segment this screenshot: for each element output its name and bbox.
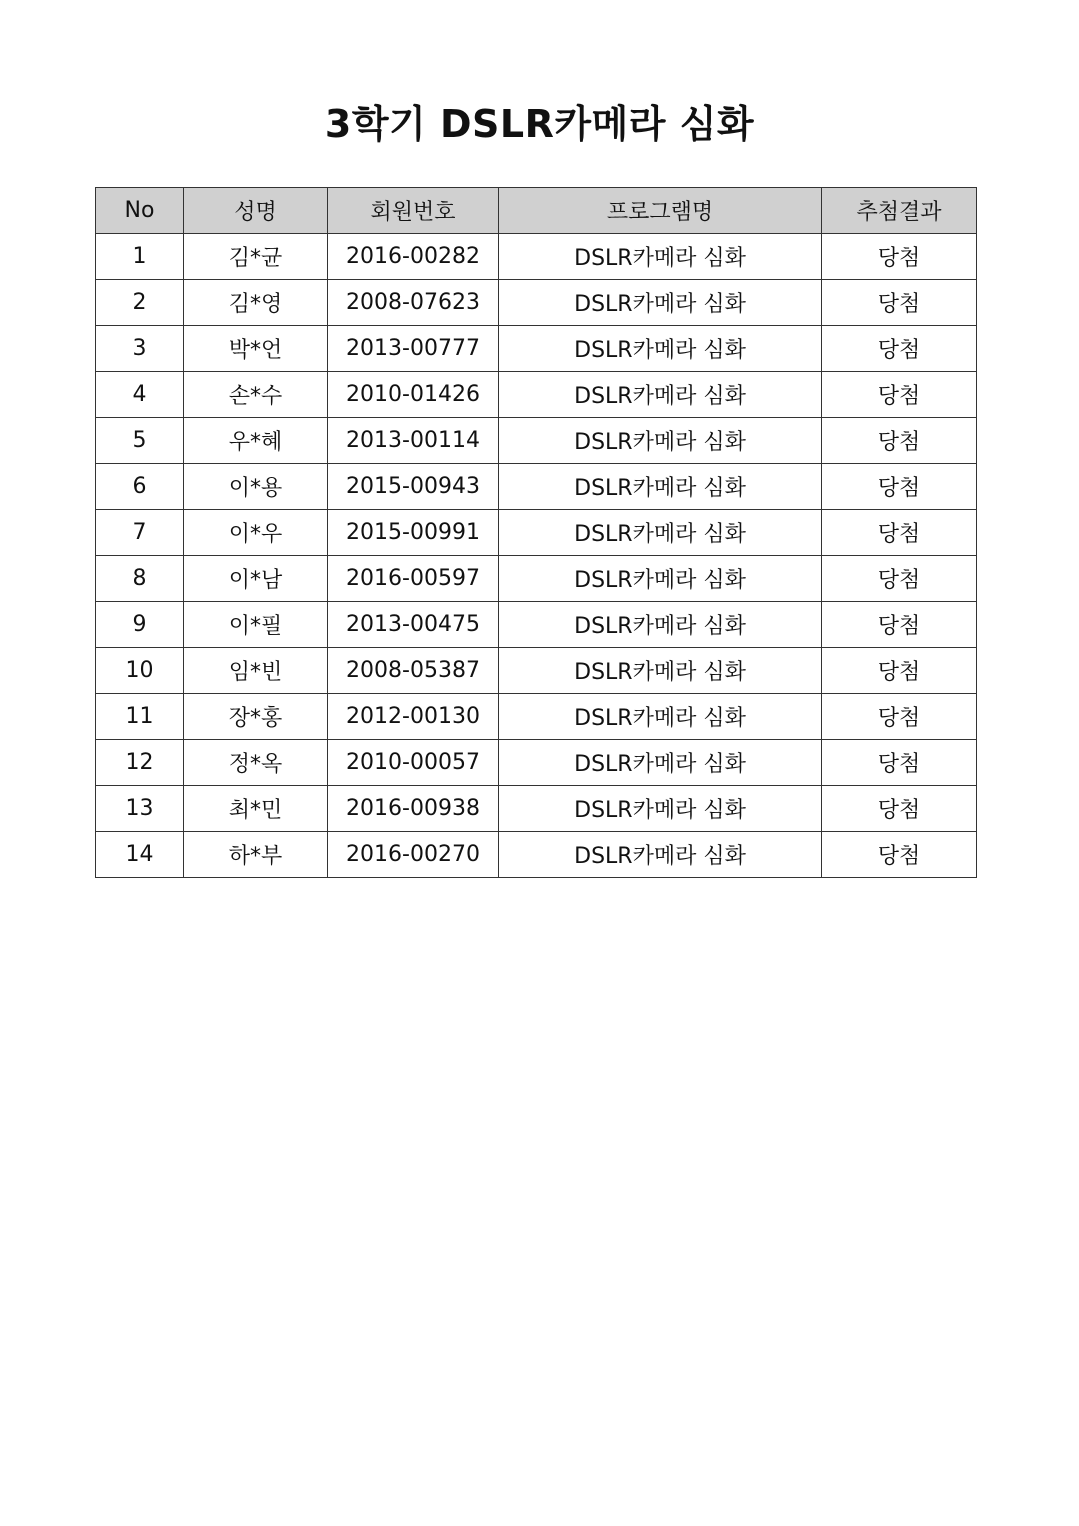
cell-name: 장*홍 bbox=[184, 694, 328, 740]
cell-program: DSLR카메라 심화 bbox=[499, 418, 822, 464]
cell-program: DSLR카메라 심화 bbox=[499, 326, 822, 372]
cell-member-id: 2010-00057 bbox=[328, 740, 499, 786]
cell-program: DSLR카메라 심화 bbox=[499, 602, 822, 648]
cell-result: 당첨 bbox=[822, 372, 977, 418]
cell-no: 9 bbox=[96, 602, 184, 648]
cell-member-id: 2013-00475 bbox=[328, 602, 499, 648]
cell-member-id: 2013-00114 bbox=[328, 418, 499, 464]
cell-member-id: 2012-00130 bbox=[328, 694, 499, 740]
cell-member-id: 2013-00777 bbox=[328, 326, 499, 372]
cell-result: 당첨 bbox=[822, 648, 977, 694]
table-row bbox=[96, 510, 977, 556]
cell-name: 김*균 bbox=[184, 234, 328, 280]
table-row bbox=[96, 602, 977, 648]
cell-result: 당첨 bbox=[822, 786, 977, 832]
cell-result: 당첨 bbox=[822, 832, 977, 878]
table-row bbox=[96, 648, 977, 694]
table-row bbox=[96, 372, 977, 418]
cell-no: 12 bbox=[96, 740, 184, 786]
cell-no: 6 bbox=[96, 464, 184, 510]
cell-result: 당첨 bbox=[822, 280, 977, 326]
cell-member-id: 2016-00597 bbox=[328, 556, 499, 602]
header-name: 성명 bbox=[184, 188, 328, 234]
cell-member-id: 2015-00991 bbox=[328, 510, 499, 556]
cell-name: 하*부 bbox=[184, 832, 328, 878]
cell-result: 당첨 bbox=[822, 602, 977, 648]
cell-name: 임*빈 bbox=[184, 648, 328, 694]
cell-no: 13 bbox=[96, 786, 184, 832]
cell-name: 정*옥 bbox=[184, 740, 328, 786]
cell-member-id: 2016-00282 bbox=[328, 234, 499, 280]
cell-result: 당첨 bbox=[822, 556, 977, 602]
header-member-id: 회원번호 bbox=[328, 188, 499, 234]
cell-result: 당첨 bbox=[822, 694, 977, 740]
cell-result: 당첨 bbox=[822, 464, 977, 510]
table-row bbox=[96, 556, 977, 602]
cell-no: 1 bbox=[96, 234, 184, 280]
cell-program: DSLR카메라 심화 bbox=[499, 694, 822, 740]
cell-name: 우*혜 bbox=[184, 418, 328, 464]
cell-name: 이*남 bbox=[184, 556, 328, 602]
cell-program: DSLR카메라 심화 bbox=[499, 832, 822, 878]
cell-result: 당첨 bbox=[822, 326, 977, 372]
cell-no: 8 bbox=[96, 556, 184, 602]
cell-no: 3 bbox=[96, 326, 184, 372]
table-row bbox=[96, 740, 977, 786]
cell-no: 2 bbox=[96, 280, 184, 326]
cell-name: 최*민 bbox=[184, 786, 328, 832]
cell-member-id: 2008-05387 bbox=[328, 648, 499, 694]
cell-program: DSLR카메라 심화 bbox=[499, 786, 822, 832]
cell-program: DSLR카메라 심화 bbox=[499, 372, 822, 418]
cell-no: 4 bbox=[96, 372, 184, 418]
cell-result: 당첨 bbox=[822, 234, 977, 280]
cell-no: 14 bbox=[96, 832, 184, 878]
header-result: 추첨결과 bbox=[822, 188, 977, 234]
table-row bbox=[96, 694, 977, 740]
table-row bbox=[96, 418, 977, 464]
cell-program: DSLR카메라 심화 bbox=[499, 648, 822, 694]
cell-member-id: 2010-01426 bbox=[328, 372, 499, 418]
cell-member-id: 2016-00938 bbox=[328, 786, 499, 832]
cell-program: DSLR카메라 심화 bbox=[499, 740, 822, 786]
cell-program: DSLR카메라 심화 bbox=[499, 510, 822, 556]
cell-program: DSLR카메라 심화 bbox=[499, 280, 822, 326]
lottery-result-table bbox=[95, 187, 977, 878]
cell-name: 손*수 bbox=[184, 372, 328, 418]
cell-name: 이*필 bbox=[184, 602, 328, 648]
document-title: 3학기 DSLR카메라 심화 bbox=[324, 102, 755, 146]
cell-no: 7 bbox=[96, 510, 184, 556]
cell-member-id: 2016-00270 bbox=[328, 832, 499, 878]
table-row bbox=[96, 464, 977, 510]
table-row bbox=[96, 280, 977, 326]
table-row bbox=[96, 786, 977, 832]
cell-program: DSLR카메라 심화 bbox=[499, 234, 822, 280]
table-row bbox=[96, 234, 977, 280]
table-row bbox=[96, 832, 977, 878]
table-header-row bbox=[96, 188, 977, 234]
cell-name: 이*용 bbox=[184, 464, 328, 510]
cell-member-id: 2008-07623 bbox=[328, 280, 499, 326]
cell-result: 당첨 bbox=[822, 510, 977, 556]
table-row bbox=[96, 326, 977, 372]
cell-member-id: 2015-00943 bbox=[328, 464, 499, 510]
header-program: 프로그램명 bbox=[499, 188, 822, 234]
table-body bbox=[96, 234, 977, 878]
cell-no: 11 bbox=[96, 694, 184, 740]
cell-result: 당첨 bbox=[822, 418, 977, 464]
cell-name: 김*영 bbox=[184, 280, 328, 326]
cell-no: 10 bbox=[96, 648, 184, 694]
cell-program: DSLR카메라 심화 bbox=[499, 556, 822, 602]
cell-program: DSLR카메라 심화 bbox=[499, 464, 822, 510]
cell-name: 박*언 bbox=[184, 326, 328, 372]
header-no: No bbox=[96, 188, 184, 234]
cell-result: 당첨 bbox=[822, 740, 977, 786]
cell-no: 5 bbox=[96, 418, 184, 464]
cell-name: 이*우 bbox=[184, 510, 328, 556]
